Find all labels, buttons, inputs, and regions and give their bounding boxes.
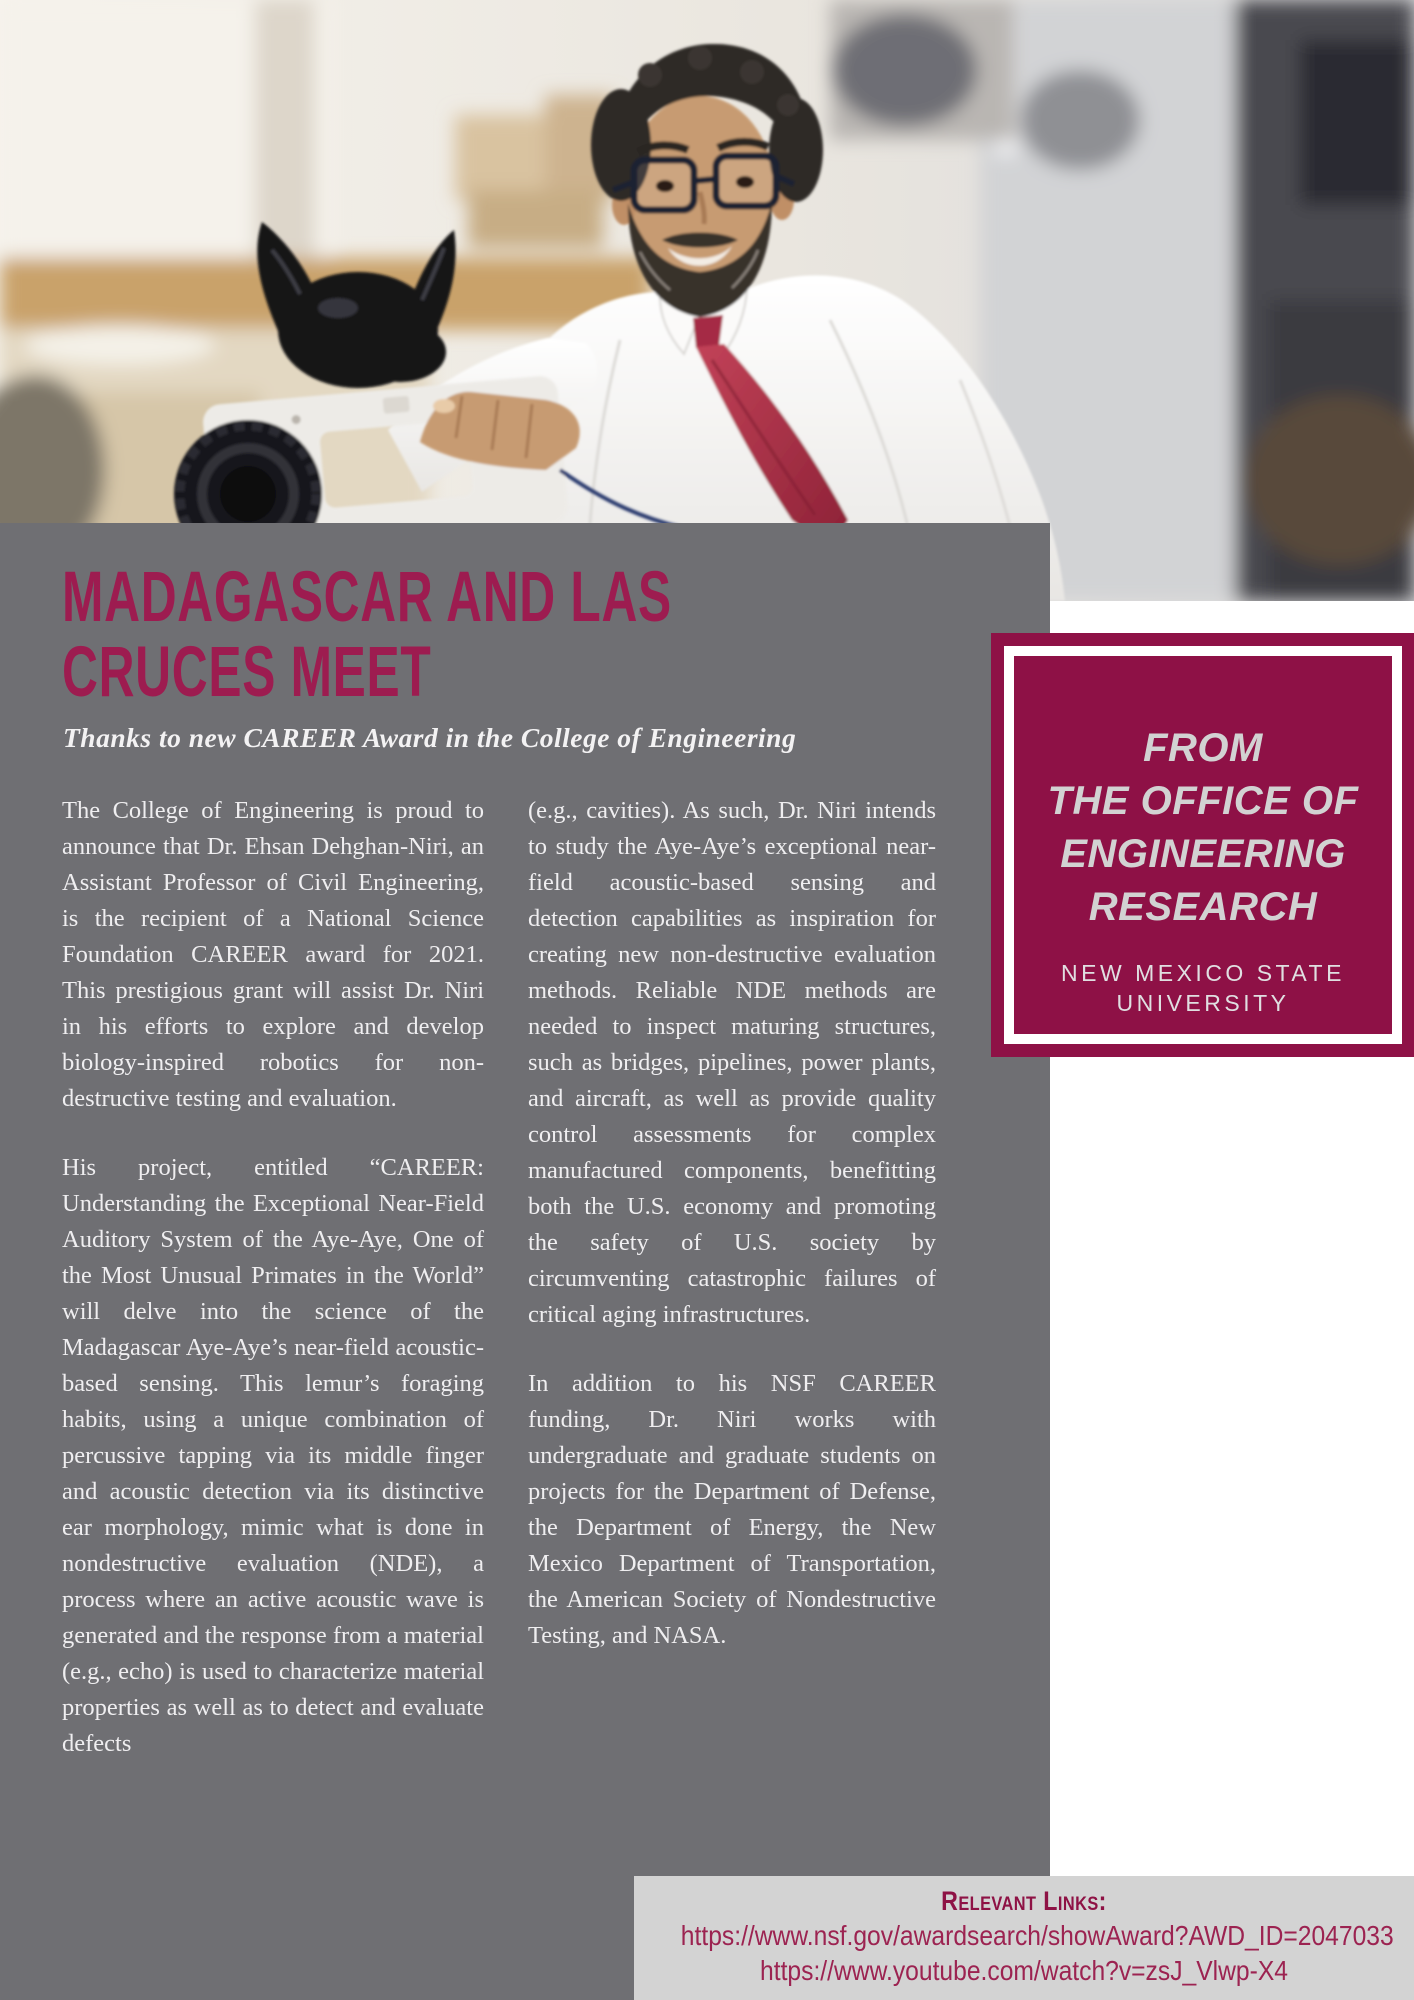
relevant-links-box <box>634 1876 1414 2000</box>
hero-photo-illustration <box>0 0 1414 601</box>
nsf-award-link[interactable]: https://www.nsf.gov/awardsearch/showAward?AWD_ID=2047033 <box>680 1920 1394 1951</box>
office-heading-line: THE OFFICE OF <box>1047 779 1359 823</box>
title-line-2: CRUCES MEET <box>62 633 432 712</box>
office-heading-line: ENGINEERING <box>1060 832 1346 876</box>
article-column-2 <box>528 793 936 1687</box>
title-line-1: MADAGASCAR AND LAS <box>62 558 672 637</box>
body-paragraph: His project, entitled “CAREER: Understanding the Exceptional Near-Field Auditory System of the Aye-Aye, One of the Most Unusual Primates in the World” will delve into the science of the Madagascar Aye-Aye’s near-field acoustic-based sensing. This lemur’s foraging habits, using a unique combination of percussive tapping via its middle finger and acoustic detection via its distinctive ear morphology, mimic what is done in nondestructive evaluation (NDE), a process where an active acoustic wave is generated and the response from a material (e.g., echo) is used to characterize material properties as well as to detect and evaluate defects <box>62 1154 484 1757</box>
office-banner-frame <box>1004 646 1402 1044</box>
youtube-link[interactable]: https://www.youtube.com/watch?v=zsJ_Vlwp-X4 <box>760 1955 1288 1986</box>
office-banner-inner <box>1014 656 1392 1034</box>
body-paragraph: In addition to his NSF CAREER funding, Dr. Niri works with undergraduate and graduate students on projects for the Department of Defense, the Department of Energy, the New Mexico Department of Transportation, the American Society of Nondestructive Testing, and NASA. <box>528 1370 936 1649</box>
article-title <box>62 560 933 710</box>
hero-photo <box>0 0 1414 601</box>
university-name-line: NEW MEXICO STATE <box>1061 960 1345 986</box>
article-column-1 <box>62 793 484 1795</box>
office-heading-line: RESEARCH <box>1088 885 1318 929</box>
office-banner <box>991 633 1414 1057</box>
office-heading-line: FROM <box>1143 726 1263 770</box>
article-subtitle: Thanks to new CAREER Award in the College of Engineering <box>63 722 797 753</box>
body-paragraph: The College of Engineering is proud to announce that Dr. Ehsan Dehghan-Niri, an Assistant Professor of Civil Engineering, is the recipient of a National Science Foundation CAREER award for 2021. This prestigious grant will assist Dr. Niri in his efforts to explore and develop biology-inspired robotics for non-destructive testing and evaluation. <box>62 797 484 1112</box>
university-name-line: UNIVERSITY <box>1116 990 1290 1016</box>
body-paragraph: (e.g., cavities). As such, Dr. Niri intends to study the Aye-Aye’s exceptional near-field acoustic-based sensing and detection capabilities as inspiration for creating new non-destructive evaluation methods. Reliable NDE methods are needed to inspect maturing structures, such as bridges, pipelines, power plants, and aircraft, as well as provide quality control assessments for complex manufactured components, benefitting both the U.S. economy and promoting the safety of U.S. society by circumventing catastrophic failures of critical aging infrastructures. <box>528 797 936 1328</box>
office-banner-heading <box>1014 722 1392 934</box>
relevant-links-heading: Relevant Links: <box>941 1886 1107 1916</box>
tie-knot <box>693 315 723 348</box>
university-name <box>1014 958 1392 1018</box>
